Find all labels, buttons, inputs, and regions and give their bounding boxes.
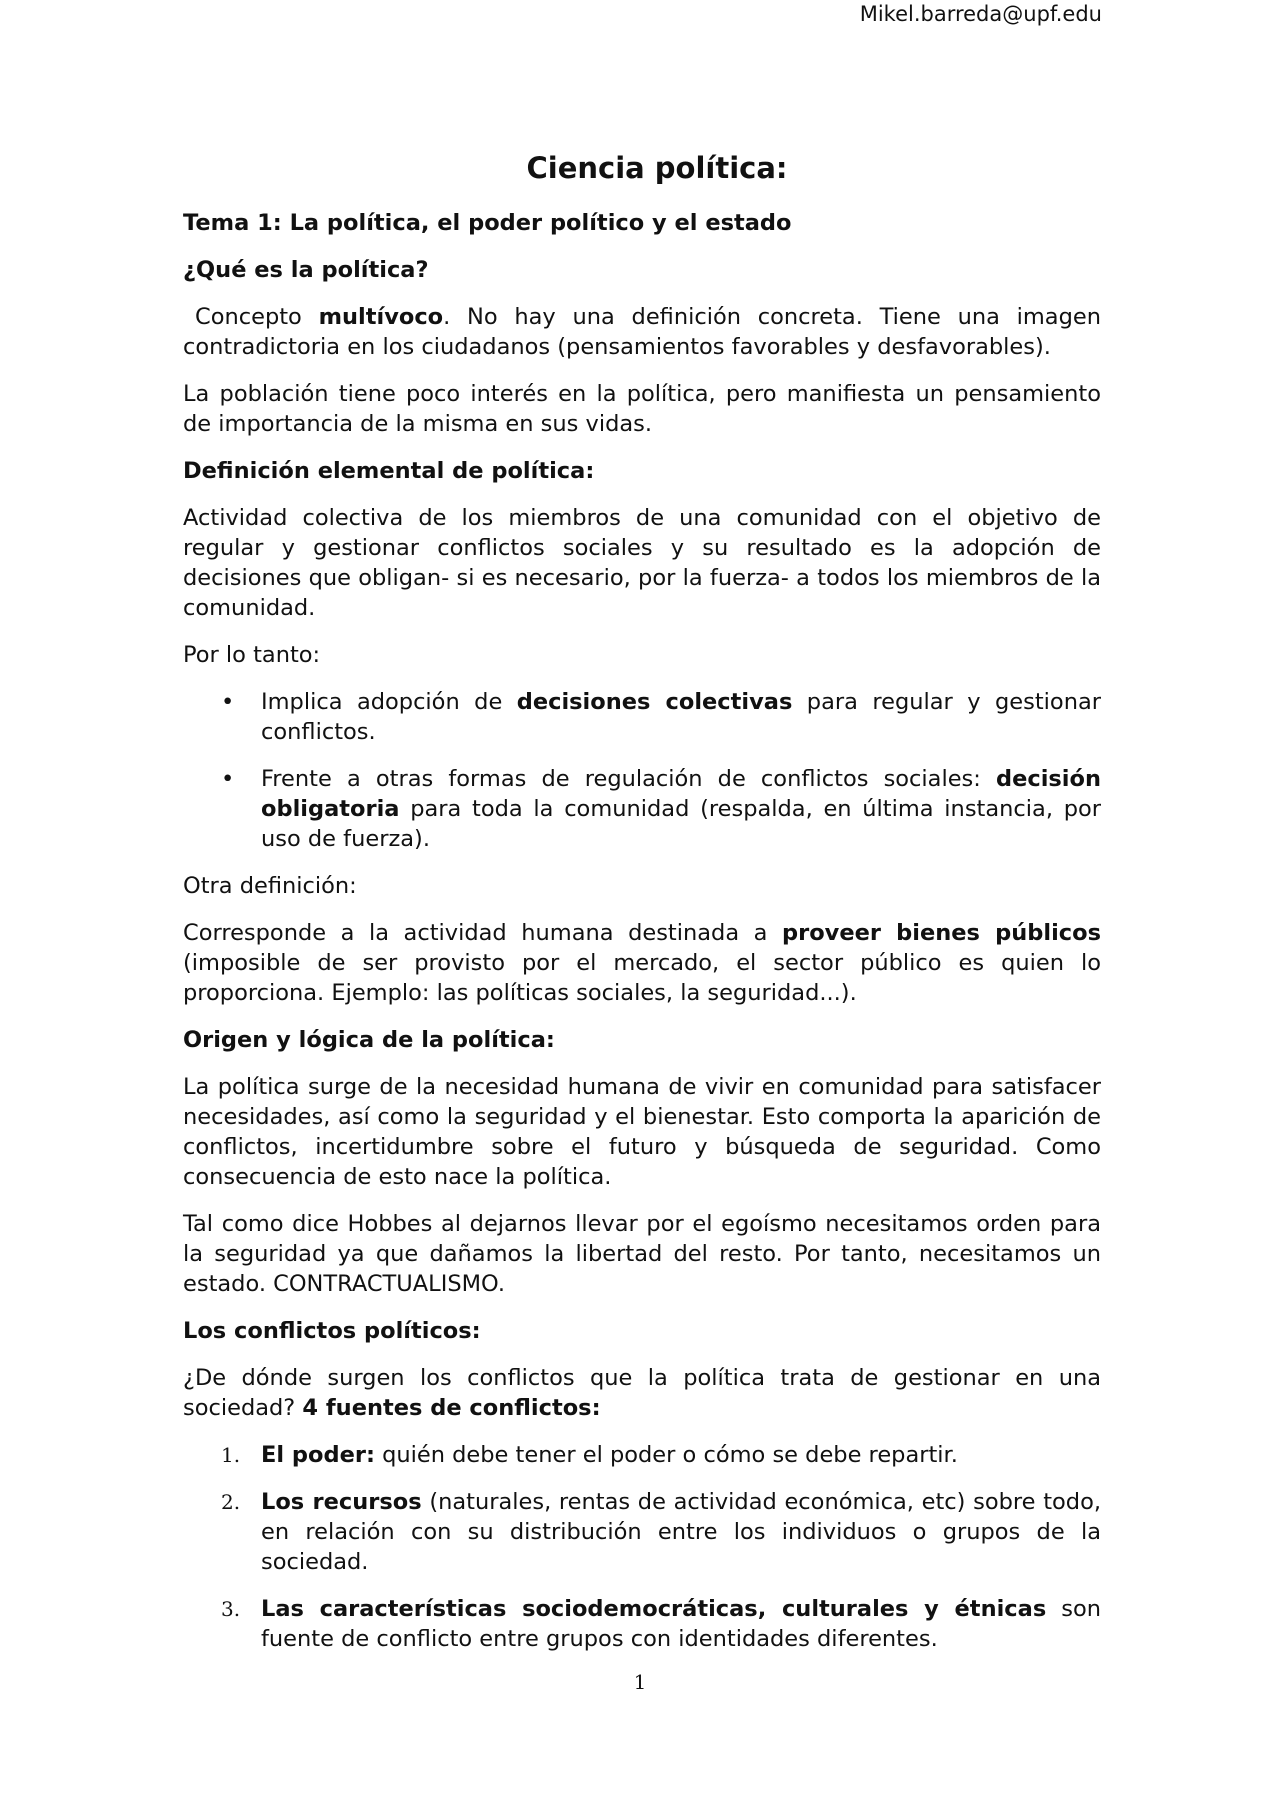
bold-term: El poder:	[261, 1442, 375, 1468]
text-run: Corresponde a la actividad humana destinada a	[183, 920, 782, 946]
list-number: 3.	[221, 1597, 241, 1621]
text-run: Implica adopción de	[261, 689, 517, 715]
list-number: 1.	[221, 1443, 241, 1467]
page-number: 1	[633, 1670, 647, 1694]
section-heading-conflicts: Los conflictos políticos:	[183, 1318, 481, 1344]
topic-heading: Tema 1: La política, el poder político y el estado	[183, 210, 792, 236]
bold-term: proveer bienes públicos	[782, 920, 1101, 946]
list-item	[183, 1487, 1101, 1577]
section-heading-origin: Origen y lógica de la política:	[183, 1027, 555, 1053]
paragraph-public-goods	[183, 918, 1101, 1008]
bullet-marker: •	[221, 766, 235, 792]
section-heading-definition: Definición elemental de política:	[183, 458, 595, 484]
numbered-list	[183, 1440, 1101, 1654]
text-run: son fuente de conflicto entre grupos con identidades diferentes.	[261, 1596, 1102, 1652]
paragraph-other-definition: Otra definición:	[183, 873, 357, 899]
list-item	[183, 1440, 1101, 1470]
list-item	[183, 1594, 1101, 1654]
bold-term: multívoco	[318, 304, 444, 330]
list-item	[183, 764, 1101, 854]
question-heading: ¿Qué es la política?	[183, 257, 429, 283]
text-run: . No hay una definición concreta. Tiene una imagen contradictoria en los ciudadanos (pensamientos favorables y desfavorables).	[183, 304, 1101, 360]
list-number: 2.	[221, 1490, 241, 1514]
bold-term: Los recursos	[261, 1489, 422, 1515]
paragraph-interest: La población tiene poco interés en la política, pero manifiesta un pensamiento de importancia de la misma en sus vidas.	[183, 381, 1101, 437]
text-run: para regular y gestionar conflictos.	[261, 689, 1101, 745]
text-run: (imposible de ser provisto por el mercado, el sector público es quien lo proporciona. Ejemplo: las políticas sociales, la seguridad...).	[183, 950, 1101, 1006]
text-run: Frente a otras formas de regulación de conflictos sociales:	[261, 766, 996, 792]
paragraph-hobbes: Tal como dice Hobbes al dejarnos llevar por el egoísmo necesitamos orden para la seguridad ya que dañamos la libertad del resto. Por tanto, necesitamos un estado. CONTRACTUALISMO.	[183, 1211, 1101, 1297]
text-run: quién debe tener el poder o cómo se debe repartir.	[374, 1442, 958, 1468]
paragraph-therefore: Por lo tanto:	[183, 642, 321, 668]
document-body	[183, 150, 1101, 1671]
bullet-marker: •	[221, 689, 235, 715]
text-run: (naturales, rentas de actividad económica, etc) sobre todo, en relación con su distribución entre los individuos o grupos de la sociedad.	[261, 1489, 1101, 1575]
paragraph-concept	[183, 302, 1101, 362]
paragraph-definition: Actividad colectiva de los miembros de una comunidad con el objetivo de regular y gestionar conflictos sociales y su resultado es la adopción de decisiones que obligan- si es necesario, por la fuerza- a todos los miembros de la comunidad.	[183, 505, 1101, 621]
header-email: Mikel.barreda@upf.edu	[859, 2, 1102, 26]
bold-term: Las características sociodemocráticas, culturales y étnicas	[261, 1596, 1047, 1622]
paragraph-conflict-sources	[183, 1363, 1101, 1423]
text-run: Concepto	[195, 304, 319, 330]
bullet-list	[183, 687, 1101, 854]
bold-term: 4 fuentes de conflictos:	[302, 1395, 601, 1421]
bold-term: decisión obligatoria	[261, 766, 1101, 822]
list-item	[183, 687, 1101, 747]
text-run: para toda la comunidad (respalda, en última instancia, por uso de fuerza).	[261, 796, 1101, 852]
document-title: Ciencia política:	[526, 151, 788, 185]
text-run: ¿De dónde surgen los conflictos que la política trata de gestionar en una sociedad?	[183, 1365, 1101, 1421]
bold-term: decisiones colectivas	[516, 689, 793, 715]
paragraph-origin: La política surge de la necesidad humana de vivir en comunidad para satisfacer necesidades, así como la seguridad y el bienestar. Esto comporta la aparición de conflictos, incertidumbre sobre el futuro y búsqueda de seguridad. Como consecuencia de esto nace la política.	[183, 1074, 1101, 1190]
